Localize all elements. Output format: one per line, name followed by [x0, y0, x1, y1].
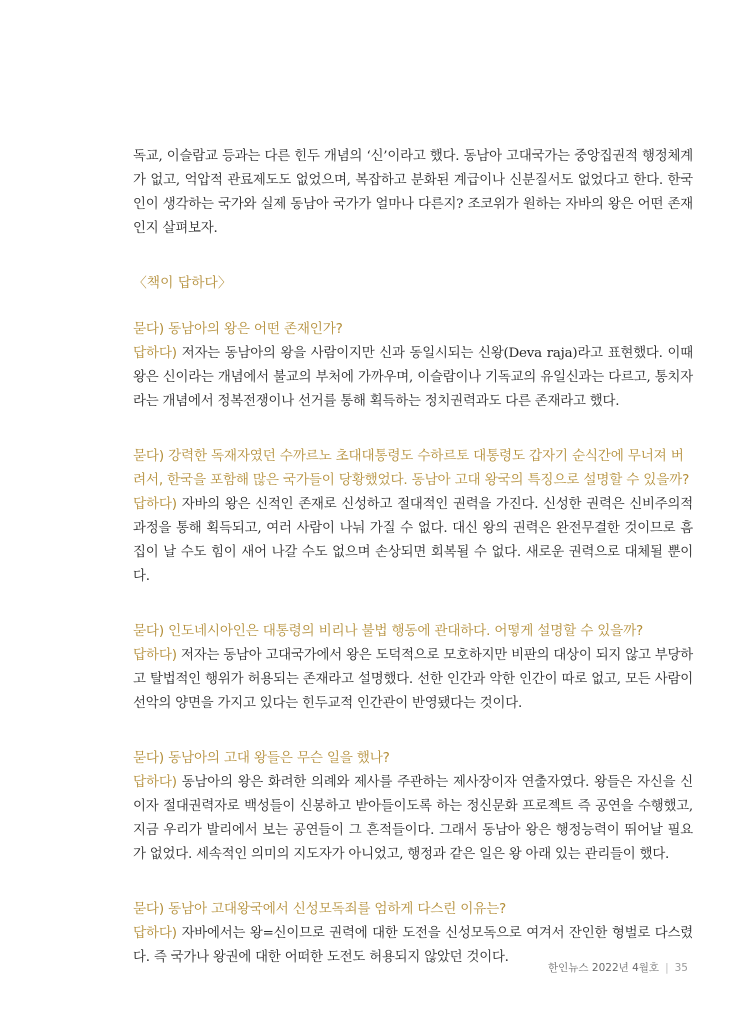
answer-text-1: 저자는 동남아의 왕을 사람이지만 신과 동일시되는 신왕(Deva raja)라고 표현했다. 이때 왕은 신이라는 개념에서 불교의 부처에 가까우며, 이슬람이나 기독교의 유일신과는 다르고, 통치자라는 개념에서 정복전쟁이나 선거를 통해 획득하는 정치권력과도 다른 존재라고 했다.: [133, 346, 693, 409]
answer-1: [133, 341, 693, 414]
page-number: 35: [674, 962, 688, 974]
answer-text-4: 동남아의 왕은 화려한 의례와 제사를 주관하는 제사장이자 연출자였다. 왕들은 자신을 신이자 절대권력자로 백성들이 신봉하고 받아들이도록 하는 정신문화 프로젝트 즉 공연을 수행했고, 지금 우리가 발리에서 보는 공연들이 그 흔적들이다. 그래서 동남아 왕은 행정능력이 뛰어날 필요가 없었다. 세속적인 의미의 지도자가 아니었고, 행정과 같은 일은 왕 아래 있는 관리들이 했다.: [133, 775, 693, 862]
qa-item-1: [133, 317, 693, 414]
article-body: [133, 145, 693, 970]
question-1: 묻다) 동남아의 왕은 어떤 존재인가?: [133, 321, 343, 337]
answer-label: 답하다): [133, 345, 177, 361]
answer-label: 답하다): [133, 647, 177, 663]
qa-item-4: [133, 746, 693, 867]
page-footer: [548, 960, 688, 975]
intro-paragraph: 독교, 이슬람교 등과는 다른 힌두 개념의 ‘신’이라고 했다. 동남아 고대국가는 중앙집권적 행정체계가 없고, 억압적 관료제도도 없었으며, 복잡하고 분화된 계급이나 신분질서도 없었다고 한다. 한국인이 생각하는 국가와 실제 동남아 국가가 얼마나 다른지? 조코위가 원하는 자바의 왕은 어떤 존재인지 살펴보자.: [133, 149, 693, 236]
question-3: 묻다) 인도네시아인은 대통령의 비리나 불법 행동에 관대하다. 어떻게 설명할 수 있을까?: [133, 623, 644, 639]
answer-2: [133, 492, 693, 589]
question-2: 묻다) 강력한 독재자였던 수까르노 초대대통령도 수하르토 대통령도 갑자기 순식간에 무너져 버려서, 한국을 포함해 많은 국가들이 당황했었다. 동남아 고대 왕국의 특징으로 설명할 수 있을까?: [133, 448, 690, 488]
answer-4: [133, 770, 693, 867]
question-5: 묻다) 동남아 고대왕국에서 신성모독죄를 엄하게 다스린 이유는?: [133, 901, 507, 917]
answer-text-3: 저자는 동남아 고대국가에서 왕은 도덕적으로 모호하지만 비판의 대상이 되지 않고 부당하고 탈법적인 행위가 허용되는 존재라고 설명했다. 선한 인간과 악한 인간이 따로 없고, 모든 사람이 선악의 양면을 가지고 있다는 힌두교적 인간관이 반영됐다는 것이다.: [133, 648, 693, 711]
answer-label: 답하다): [133, 925, 177, 941]
answer-3: [133, 643, 693, 716]
answer-text-2: 자바의 왕은 신적인 존재로 신성하고 절대적인 권력을 가진다. 신성한 권력은 신비주의적 과정을 통해 획득되고, 여러 사람이 나눠 가질 수 없다. 대신 왕의 권력은 완전무결한 것이므로 흠집이 날 수도 힘이 새어 나갈 수도 없으며 손상되면 회복될 수 없다. 새로운 권력으로 대체될 뿐이다.: [133, 497, 693, 584]
question-4: 묻다) 동남아의 고대 왕들은 무슨 일을 했나?: [133, 750, 390, 766]
qa-item-3: [133, 619, 693, 716]
footer-separator: |: [665, 962, 669, 974]
answer-text-5: 자바에서는 왕=신이므로 권력에 대한 도전을 신성모독으로 여겨서 잔인한 형벌로 다스렸다. 즉 국가나 왕권에 대한 어떠한 도전도 허용되지 않았던 것이다.: [133, 926, 693, 965]
answer-label: 답하다): [133, 496, 177, 512]
section-label: 〈책이 답하다〉: [133, 275, 232, 291]
publication-name: 한인뉴스 2022년 4월호: [548, 962, 660, 974]
qa-item-2: [133, 444, 693, 589]
answer-label: 답하다): [133, 774, 177, 790]
